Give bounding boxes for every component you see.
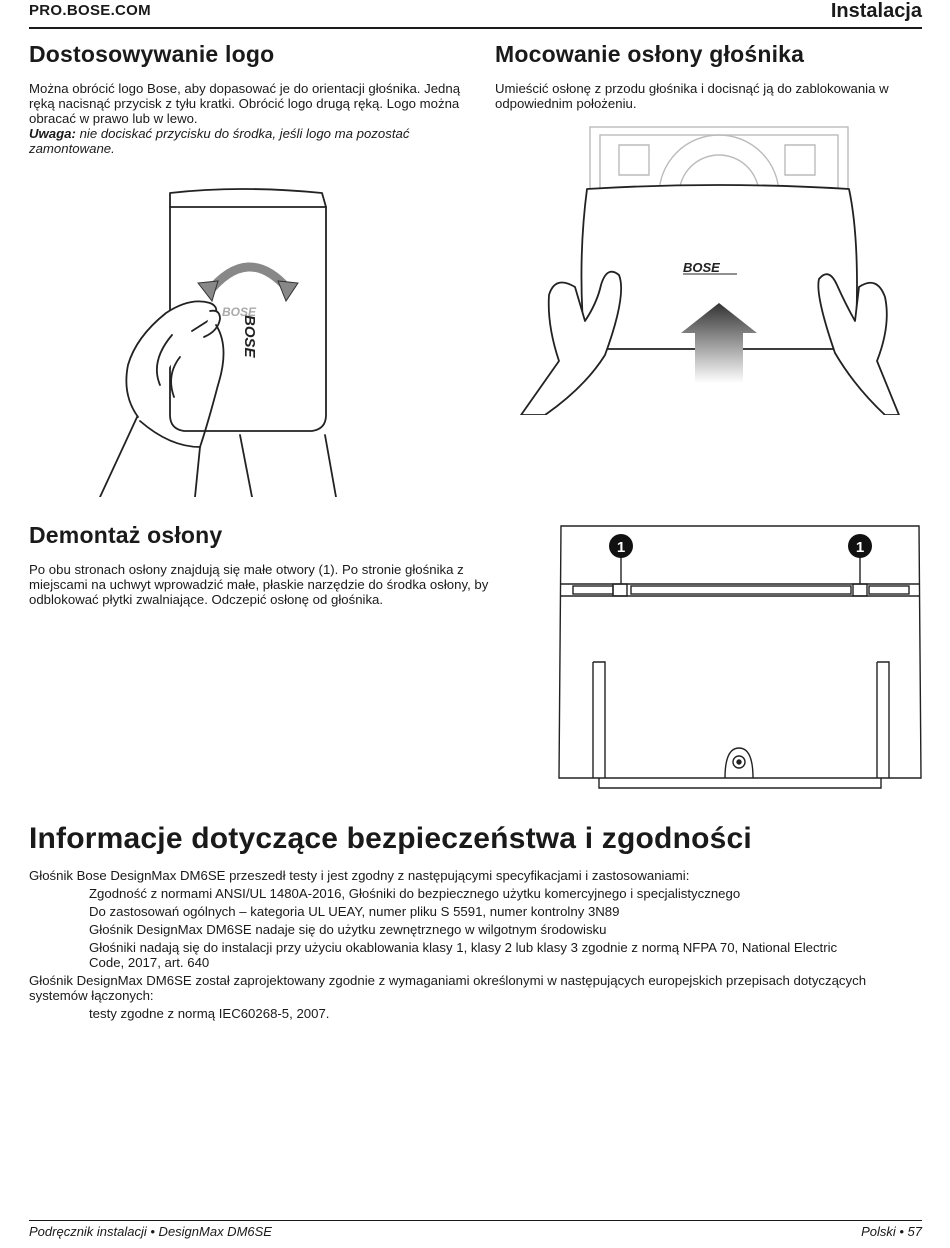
removal-section-body: Po obu stronach osłony znajdują się małe otwory (1). Po stronie głośnika z miejscami na uchwyt wprowadzić małe, płaskie narzędzie do środka osłony, by odblokować płytki zwalniające. Odczepić osłonę od głośnika.: [29, 562, 489, 607]
safety-eu-item: testy zgodne z normą IEC60268-5, 2007.: [89, 1006, 330, 1021]
note-text: nie dociskać przycisku do środka, jeśli logo ma pozostać zamontowane.: [29, 126, 410, 156]
removal-section-title: Demontaż osłony: [29, 522, 223, 548]
safety-eu-intro: Głośnik DesignMax DM6SE został zaprojektowany zgodnie z wymaganiami określonymi w następujących europejskich przepisach dotyczących systemów łączonych:: [29, 973, 867, 1003]
logo-section-title: Dostosowywanie logo: [29, 41, 275, 67]
bose-logo-grille: BOSE: [683, 260, 720, 275]
grille-mounting-illustration: [515, 125, 915, 415]
note-label: Uwaga:: [29, 126, 76, 141]
header-divider: [29, 27, 922, 29]
grille-section-body: Umieścić osłonę z przodu głośnika i docisnąć ją do zablokowania w odpowiednim położeniu.: [495, 81, 889, 111]
safety-content: [29, 868, 909, 1024]
section-title: Instalacja: [830, 0, 922, 22]
safety-item: Do zastosowań ogólnych – kategoria UL UEAY, numer pliku S 5591, numer kontrolny 3N89: [89, 904, 620, 919]
safety-intro: Głośnik Bose DesignMax DM6SE przeszedł testy i jest zgodny z następującymi specyfikacjami i zastosowaniami:: [29, 868, 690, 883]
safety-item: Głośnik DesignMax DM6SE nadaje się do użytku zewnętrznego w wilgotnym środowisku: [89, 922, 607, 937]
footer-divider: [29, 1220, 922, 1221]
grille-section-title: Mocowanie osłony głośnika: [495, 41, 805, 67]
logo-rotation-illustration: [80, 185, 350, 497]
callout-hole-right: 1: [855, 539, 865, 556]
bose-logo-ghost: BOSE: [222, 305, 257, 319]
logo-section-text: [29, 81, 469, 156]
safety-item: Głośniki nadają się do instalacji przy użyciu okablowania klasy 1, klasy 2 lub klasy 3 zgodnie z normą NFPA 70, National Electric Code, 2017, art. 640: [89, 940, 838, 970]
callout-hole-left: 1: [616, 539, 626, 556]
footer-manual-title: Podręcznik instalacji • DesignMax DM6SE: [29, 1224, 272, 1239]
site-url: PRO.BOSE.COM: [29, 2, 151, 19]
footer-page-number: Polski • 57: [861, 1224, 922, 1239]
logo-section-body: Można obrócić logo Bose, aby dopasować je do orientacji głośnika. Jedną ręką nacisnąć przycisk z tyłu kratki. Obrócić logo drugą ręką. Logo można obracać w prawo lub w lewo.: [29, 81, 461, 126]
bose-logo-vertical: BOSE: [241, 315, 258, 358]
safety-item: Zgodność z normami ANSI/UL 1480A-2016, Głośniki do bezpiecznego użytku komercyjnego i specjalistycznego: [89, 886, 741, 901]
safety-title: Informacje dotyczące bezpieczeństwa i zgodności: [29, 822, 752, 855]
grille-removal-illustration: [555, 522, 925, 794]
logo-section-note: [29, 126, 469, 156]
